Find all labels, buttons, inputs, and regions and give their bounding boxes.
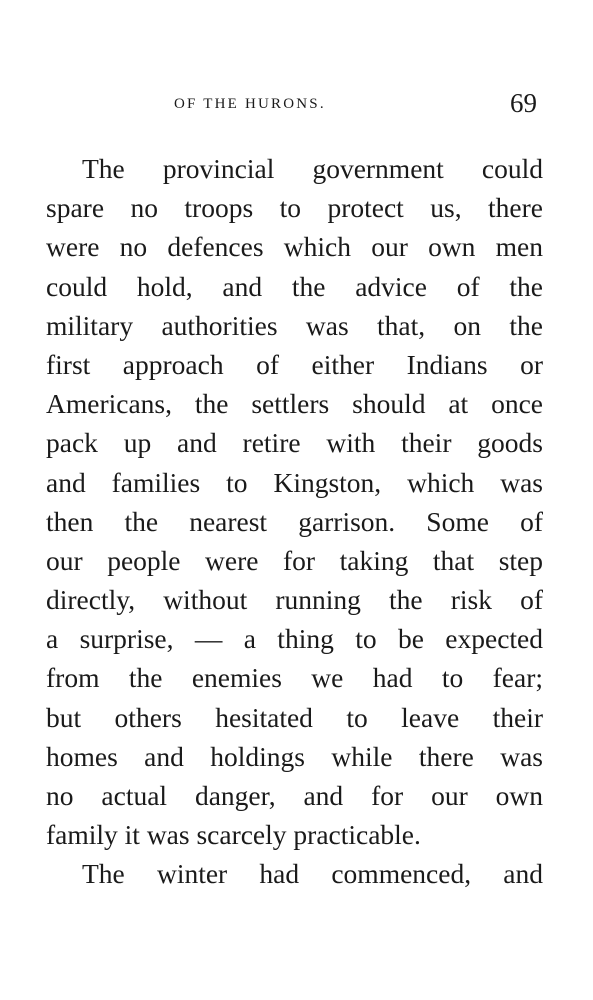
- text-line: no actual danger, and for our own: [46, 780, 543, 811]
- running-header: [46, 88, 543, 128]
- text-line: homes and holdings while there was: [46, 740, 543, 772]
- text-line: were no defences which our own men: [46, 231, 543, 263]
- body-text: [46, 149, 543, 894]
- text-line: Americans, the settlers should at once: [46, 388, 543, 420]
- text-line: The provincial government could: [82, 153, 543, 184]
- text-line: first approach of either Indians or: [46, 348, 543, 380]
- text-line: from the enemies we had to fear;: [46, 662, 543, 694]
- text-line: our people were for taking that step: [46, 544, 543, 576]
- text-line: then the nearest garrison. Some of: [46, 505, 543, 537]
- text-line: spare no troops to protect us, there: [46, 192, 543, 224]
- text-line: family it was scarcely practicable.: [46, 819, 421, 851]
- page-number: 69: [510, 88, 537, 118]
- text-line: directly, without running the risk of: [46, 584, 543, 616]
- text-line: The winter had commenced, and: [82, 858, 543, 890]
- text-line: and families to Kingston, which was: [46, 466, 543, 498]
- text-line: military authorities was that, on the: [46, 309, 543, 341]
- text-line: could hold, and the advice of the: [46, 270, 543, 302]
- text-line: pack up and retire with their goods: [46, 427, 543, 459]
- text-line: but others hesitated to leave their: [46, 701, 543, 733]
- running-title: OF THE HURONS.: [174, 96, 326, 112]
- text-line: a surprise, — a thing to be expected: [46, 623, 543, 655]
